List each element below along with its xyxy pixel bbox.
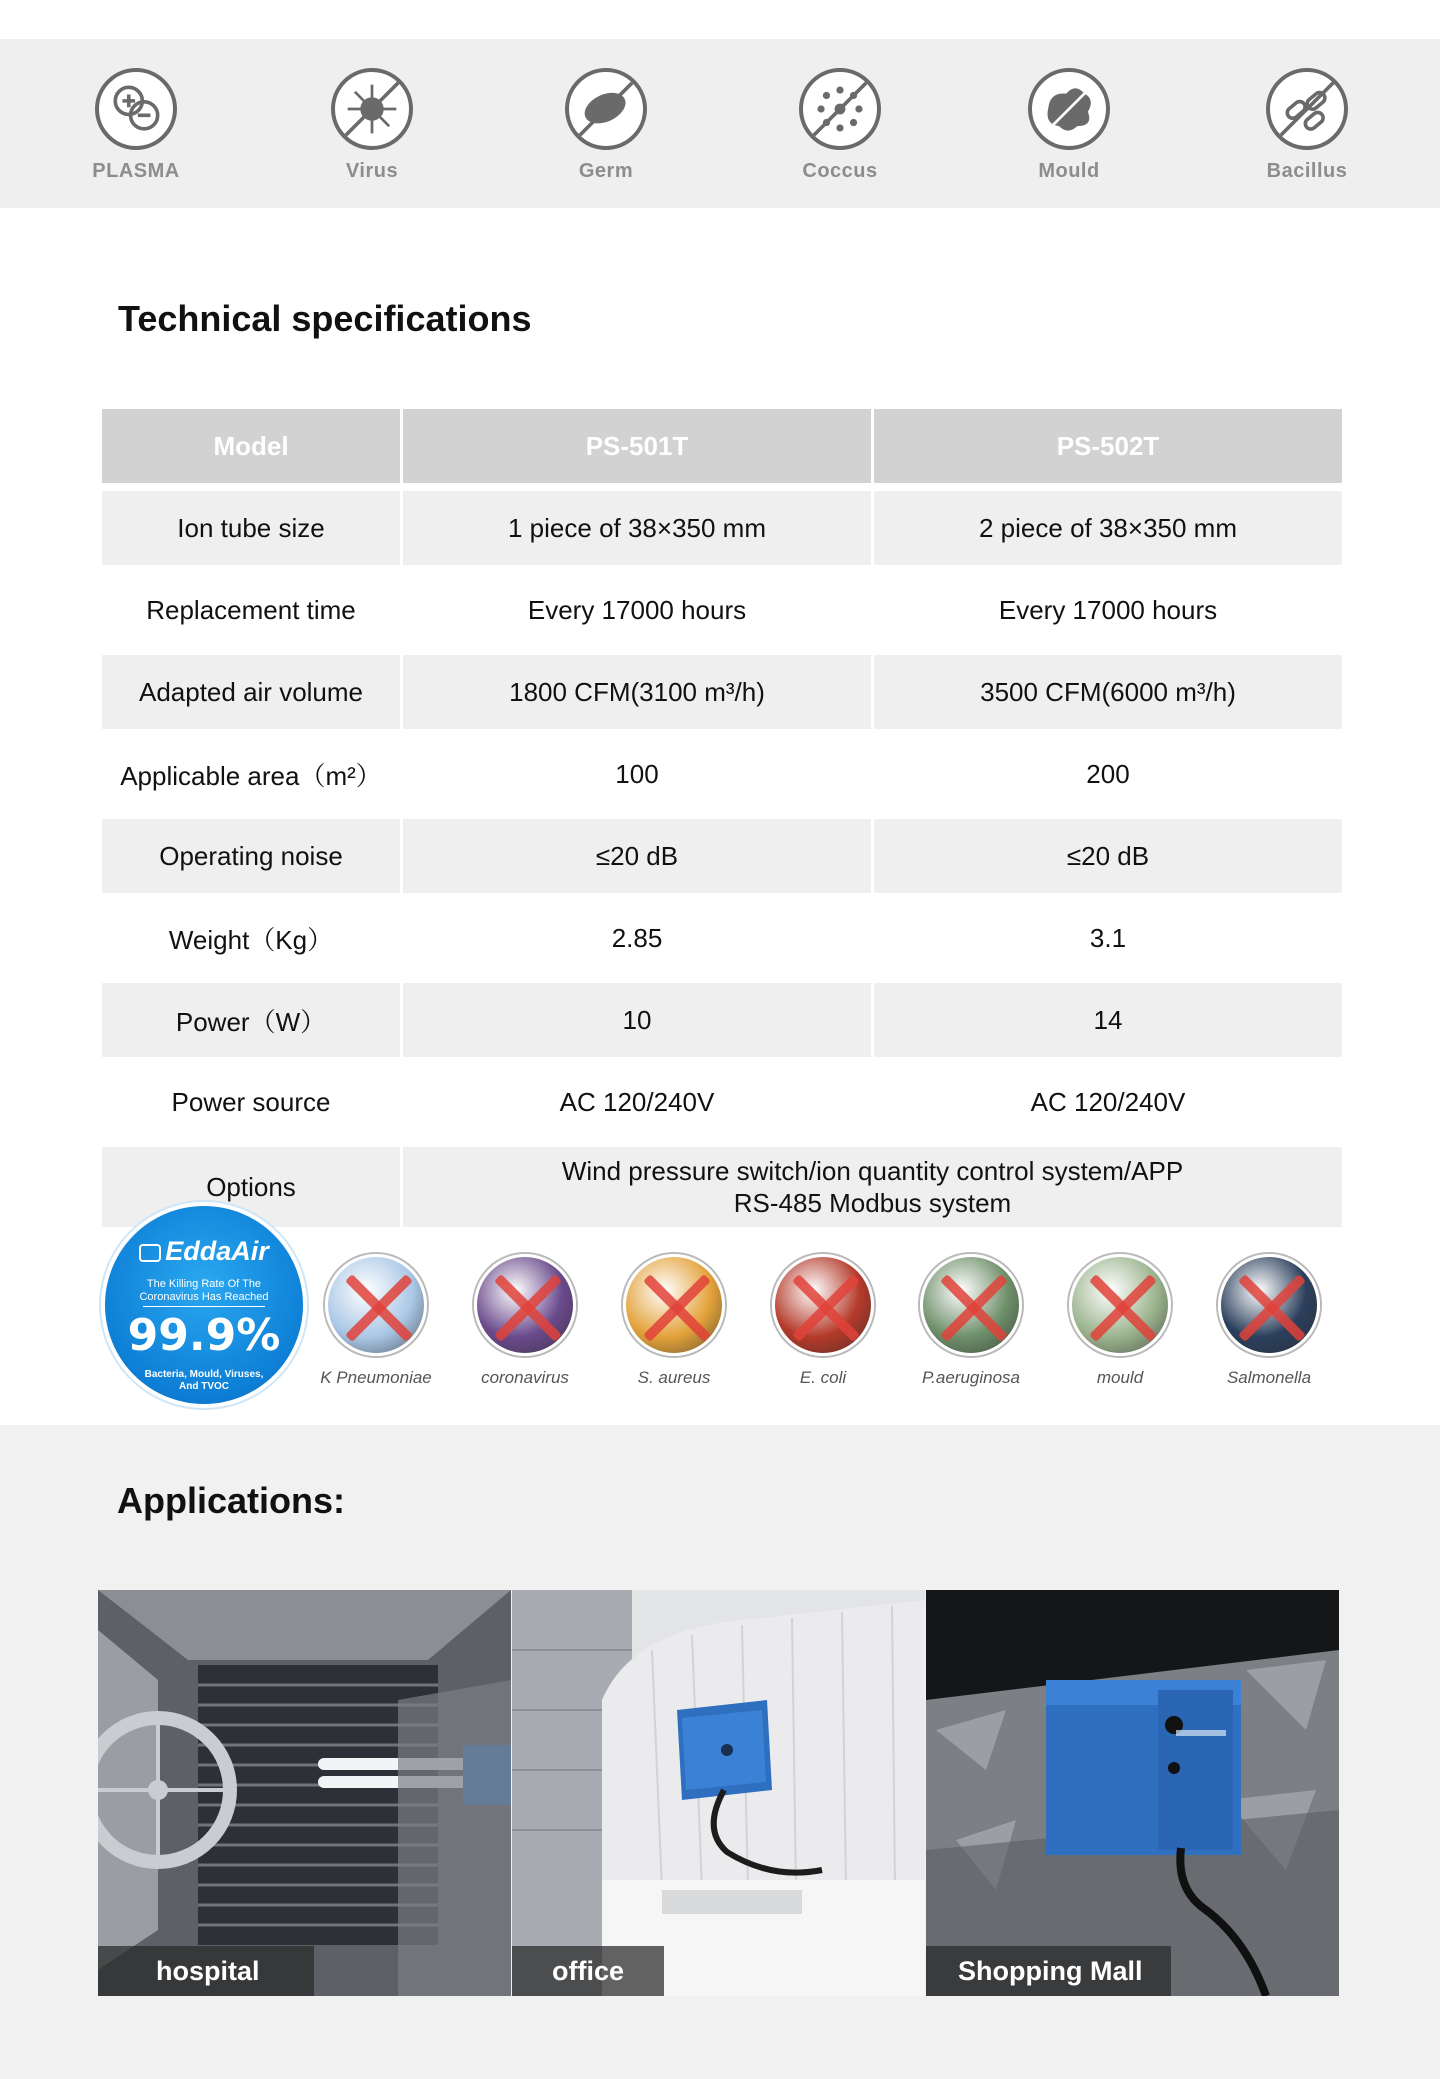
mould-icon: [1069, 1254, 1171, 1356]
bacillus-item: [1227, 68, 1387, 183]
s-aureus-icon: [623, 1254, 725, 1356]
options-row: [102, 1147, 1342, 1227]
germ-item: [455, 1254, 595, 1388]
row-label: Adapted air volume: [102, 655, 400, 729]
plasma-icon: [95, 68, 177, 150]
coccus-icon: [799, 68, 881, 150]
badge-footnote: Bacteria, Mould, Viruses, And TVOC: [144, 1369, 264, 1392]
row-label: Power source: [102, 1065, 400, 1139]
bacillus-label: Bacillus: [1266, 160, 1348, 182]
germ-label: coronavirus: [481, 1368, 569, 1387]
germ-label: S. aureus: [637, 1368, 711, 1387]
kill-rate-value: 99.9%: [127, 1310, 281, 1361]
row-value-ps502t: 3500 CFM(6000 m³/h): [874, 655, 1342, 729]
coccus-item: [760, 68, 920, 183]
office-caption: office: [512, 1946, 664, 1996]
brand-logo-icon: [139, 1244, 161, 1262]
salmonella-icon: [1218, 1254, 1320, 1356]
options-line-1: Wind pressure switch/ion quantity control system/APP: [561, 1156, 1184, 1186]
germ-item: [526, 68, 686, 183]
k-pneumoniae-icon: [325, 1254, 427, 1356]
spec-title: Technical specifications: [118, 298, 532, 339]
germ-icon: [565, 68, 647, 150]
spec-table: [99, 401, 1345, 1235]
germ-item: [604, 1254, 744, 1388]
header-ps502t: PS-502T: [874, 409, 1342, 483]
table-row: [102, 901, 1342, 975]
row-value-ps501t: 10: [403, 983, 871, 1057]
badge-divider: [143, 1306, 265, 1307]
brand-logo: [105, 1236, 303, 1267]
row-value-ps501t: ≤20 dB: [403, 819, 871, 893]
row-label: Weight（Kg）: [102, 901, 400, 975]
row-label: Power（W）: [102, 983, 400, 1057]
row-value-ps502t: 2 piece of 38×350 mm: [874, 491, 1342, 565]
bacillus-icon: [1266, 68, 1348, 150]
germ-label: E. coli: [799, 1368, 847, 1387]
germ-item: [901, 1254, 1041, 1388]
row-value-ps501t: 2.85: [403, 901, 871, 975]
table-row: [102, 983, 1342, 1057]
row-label: Operating noise: [102, 819, 400, 893]
options-label: Options: [102, 1147, 400, 1227]
shopping-mall-photo: [926, 1590, 1339, 1996]
e-coli-icon: [772, 1254, 874, 1356]
row-value-ps502t: 3.1: [874, 901, 1342, 975]
options-value: [403, 1147, 1342, 1227]
mould-icon: [1028, 68, 1110, 150]
brand-name: EddaAir: [165, 1236, 269, 1266]
germ-item: [1199, 1254, 1339, 1388]
p-aeruginosa-icon: [920, 1254, 1022, 1356]
germ-label: Salmonella: [1226, 1368, 1312, 1387]
virus-icon: [331, 68, 413, 150]
applications-title: Applications:: [117, 1480, 346, 1521]
mould-item: [989, 68, 1149, 183]
row-value-ps501t: 100: [403, 737, 871, 811]
office-photo: [512, 1590, 925, 1996]
badge-subtitle: The Killing Rate Of The Coronavirus Has Reached: [139, 1278, 269, 1303]
shopping-mall-caption: Shopping Mall: [926, 1946, 1171, 1996]
virus-label: Virus: [345, 160, 399, 182]
germ-label: mould: [1096, 1368, 1144, 1387]
germ-item: [306, 1254, 446, 1388]
spec-header-row: [102, 409, 1342, 483]
row-value-ps502t: 14: [874, 983, 1342, 1057]
kill-rate-badge: [105, 1206, 303, 1404]
row-value-ps502t: 200: [874, 737, 1342, 811]
header-ps501t: PS-501T: [403, 409, 871, 483]
germ-item: [753, 1254, 893, 1388]
germ-item: [1050, 1254, 1190, 1388]
table-row: [102, 573, 1342, 647]
table-row: [102, 655, 1342, 729]
pollutant-icon-band: [0, 39, 1440, 208]
coccus-label: Coccus: [802, 160, 878, 182]
row-value-ps502t: ≤20 dB: [874, 819, 1342, 893]
coronavirus-icon: [474, 1254, 576, 1356]
germ-label: P.aeruginosa: [922, 1368, 1020, 1387]
hospital-caption: hospital: [98, 1946, 314, 1996]
row-value-ps502t: AC 120/240V: [874, 1065, 1342, 1139]
table-row: [102, 819, 1342, 893]
row-value-ps501t: 1800 CFM(3100 m³/h): [403, 655, 871, 729]
table-row: [102, 737, 1342, 811]
hospital-photo: [98, 1590, 511, 1996]
plasma-label: PLASMA: [92, 160, 180, 182]
row-value-ps501t: 1 piece of 38×350 mm: [403, 491, 871, 565]
row-value-ps502t: Every 17000 hours: [874, 573, 1342, 647]
row-value-ps501t: Every 17000 hours: [403, 573, 871, 647]
options-line-2: RS-485 Modbus system: [733, 1188, 1012, 1218]
table-row: [102, 491, 1342, 565]
virus-item: [292, 68, 452, 183]
header-model: Model: [102, 409, 400, 483]
plasma-item: [56, 68, 216, 183]
mould-label: Mould: [1038, 160, 1100, 182]
row-value-ps501t: AC 120/240V: [403, 1065, 871, 1139]
table-row: [102, 1065, 1342, 1139]
row-label: Applicable area（m²）: [102, 737, 400, 811]
germ-label: Germ: [578, 160, 634, 182]
row-label: Replacement time: [102, 573, 400, 647]
row-label: Ion tube size: [102, 491, 400, 565]
germ-label: K Pneumoniae: [320, 1368, 432, 1387]
